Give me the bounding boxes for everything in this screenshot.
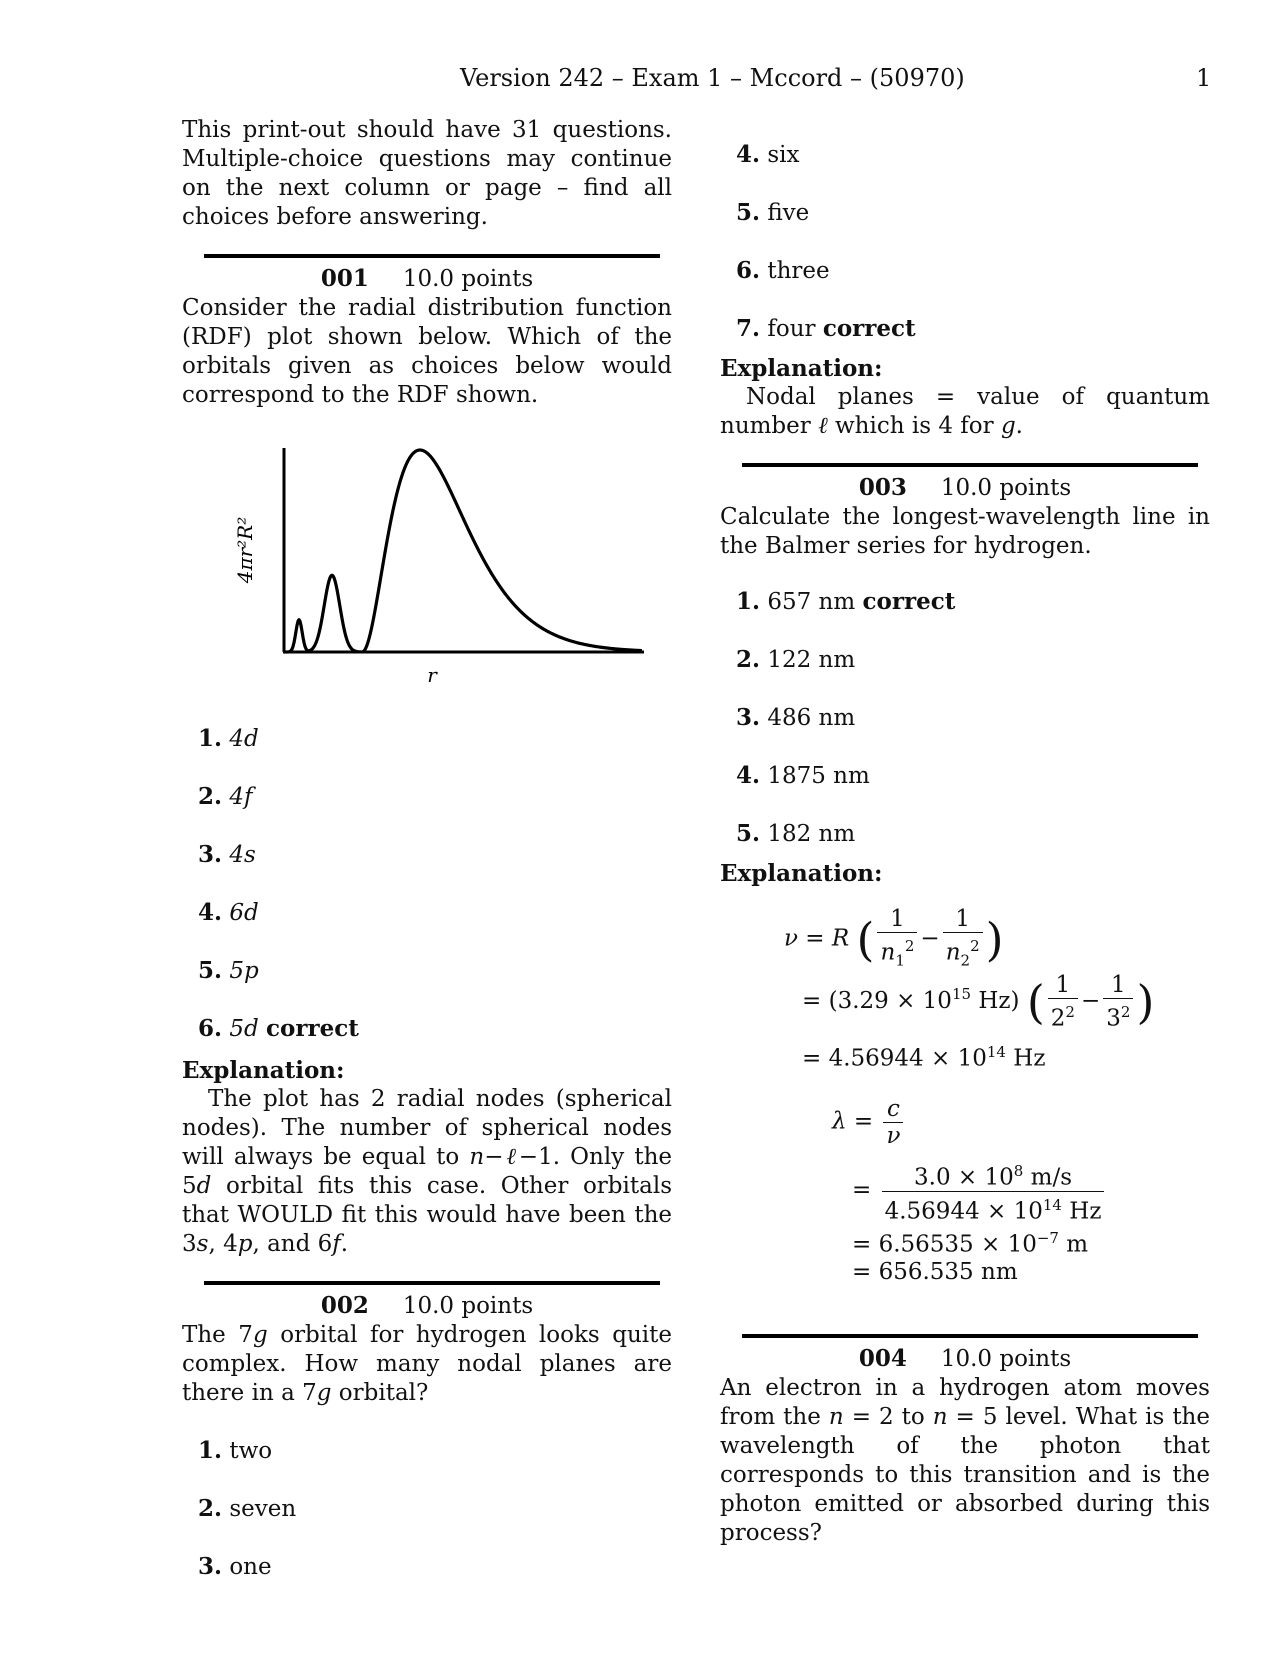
choice-item[interactable]: 4. 1875 nm	[736, 762, 870, 789]
rdf-plot	[182, 420, 672, 720]
question-points: 10.0 points	[402, 266, 534, 292]
page-header	[0, 64, 1280, 98]
page-number: 1	[1196, 64, 1212, 92]
correct-marker: correct	[862, 588, 956, 615]
choice-item-correct[interactable]: 6. 5d correct	[198, 1015, 359, 1042]
question-divider	[742, 463, 1198, 467]
question-number: 003	[858, 474, 907, 501]
explanation-text: Nodal planes = value of quantum number ℓ which is 4 for g.	[720, 384, 1210, 439]
choice-item[interactable]: 2. seven	[198, 1495, 297, 1522]
choice-item[interactable]: 6. three	[736, 257, 830, 284]
choice-item[interactable]: 4. 6d	[198, 899, 259, 926]
intro-text: This print-out should have 31 questions. Multiple-choice questions may continue on the next column or page – find all choices before answering.	[182, 117, 672, 230]
question-points: 10.0 points	[940, 475, 1072, 501]
question-header	[720, 473, 1210, 503]
choice-item[interactable]: 1. 4d	[198, 725, 259, 752]
question-number: 002	[320, 1292, 369, 1319]
question-number: 001	[320, 265, 369, 292]
question-text: Consider the radial distribution function (RDF) plot shown below. Which of the orbitals given as choices below would correspond to the RDF shown.	[182, 295, 672, 408]
choice-list	[182, 724, 672, 1056]
choice-item-correct[interactable]: 7. four correct	[736, 315, 916, 342]
choice-item[interactable]: 3. one	[198, 1553, 272, 1580]
choice-item[interactable]: 5. five	[736, 199, 810, 226]
correct-marker: correct	[822, 315, 916, 342]
correct-marker: correct	[266, 1015, 359, 1042]
choice-list	[720, 587, 1210, 859]
equation-lambda: λ = $\frac{c}{\nu}$	[832, 1096, 906, 1149]
right-column	[720, 116, 1210, 1548]
equation-nu: ν = R ( $\frac{1}{n_1^2}$ − $\frac{1}{n_2^2}$ )	[784, 906, 1004, 970]
choice-item[interactable]: 5. 5p	[198, 957, 259, 984]
explanation-text: The plot has 2 radial nodes (spherical nodes). The number of spherical nodes will always be equal to n−ℓ−1. Only the 5d orbital fits this case. Other orbitals that WOULD fit this would have been the 3s, 4p, and 6f.	[182, 1086, 672, 1257]
question-header	[182, 264, 672, 294]
rdf-plot-svg	[182, 420, 662, 720]
choice-item[interactable]: 4. six	[736, 141, 800, 168]
equation-lambda-fraction: = $\frac{3.0 \times 10^8 m/s}{4.56944 \times 10^{14} Hz}$	[852, 1158, 1107, 1224]
equation-lambda-meters: = $6.56535 \times 10^{-7}$ m	[852, 1229, 1089, 1258]
explanation-heading: Explanation:	[182, 1057, 345, 1084]
question-text: Calculate the longest-wavelength line in the Balmer series for hydrogen.	[720, 504, 1210, 559]
choice-item[interactable]: 3. 4s	[198, 841, 256, 868]
explanation-heading: Explanation:	[720, 860, 883, 887]
question-divider	[742, 1334, 1198, 1338]
question-text: The 7g orbital for hydrogen looks quite complex. How many nodal planes are there in a 7g orbital?	[182, 1322, 673, 1406]
equation-block	[720, 906, 1210, 1306]
question-header	[720, 1344, 1210, 1374]
rdf-curve	[284, 450, 642, 652]
left-column	[182, 116, 672, 1610]
x-axis-label: r	[427, 663, 437, 687]
choice-item[interactable]: 2. 4f	[198, 783, 253, 810]
explanation-heading: Explanation:	[720, 355, 883, 382]
choice-list	[720, 140, 1210, 354]
equation-nu-value: = $4.56944 \times 10^{14}$ Hz	[802, 1043, 1046, 1072]
y-axis-label: 4πr²R²	[233, 516, 257, 584]
question-header	[182, 1291, 672, 1321]
question-divider	[204, 254, 660, 258]
question-divider	[204, 1281, 660, 1285]
question-points: 10.0 points	[402, 1293, 534, 1319]
question-text: An electron in a hydrogen atom moves from the n = 2 to n = 5 level. What is the wavelength of the photon that corresponds to this transition and is the photon emitted or absorbed during this process?	[720, 1375, 1210, 1546]
question-points: 10.0 points	[940, 1346, 1072, 1372]
equation-substitution: = ($3.29 \times 10^{15}$ Hz) ( $\frac{1}{2^2}$ − $\frac{1}{3^2}$ )	[802, 972, 1155, 1032]
choice-item[interactable]: 3. 486 nm	[736, 704, 856, 731]
header-title: Version 242 – Exam 1 – Mccord – (50970)	[460, 64, 965, 92]
choice-item[interactable]: 1. two	[198, 1437, 273, 1464]
choice-item-correct[interactable]: 1. 657 nm correct	[736, 588, 956, 615]
choice-item[interactable]: 5. 182 nm	[736, 820, 856, 847]
choice-list	[182, 1436, 672, 1610]
equation-lambda-nm: = 656.535 nm	[852, 1259, 1018, 1285]
question-number: 004	[858, 1345, 907, 1372]
choice-item[interactable]: 2. 122 nm	[736, 646, 856, 673]
